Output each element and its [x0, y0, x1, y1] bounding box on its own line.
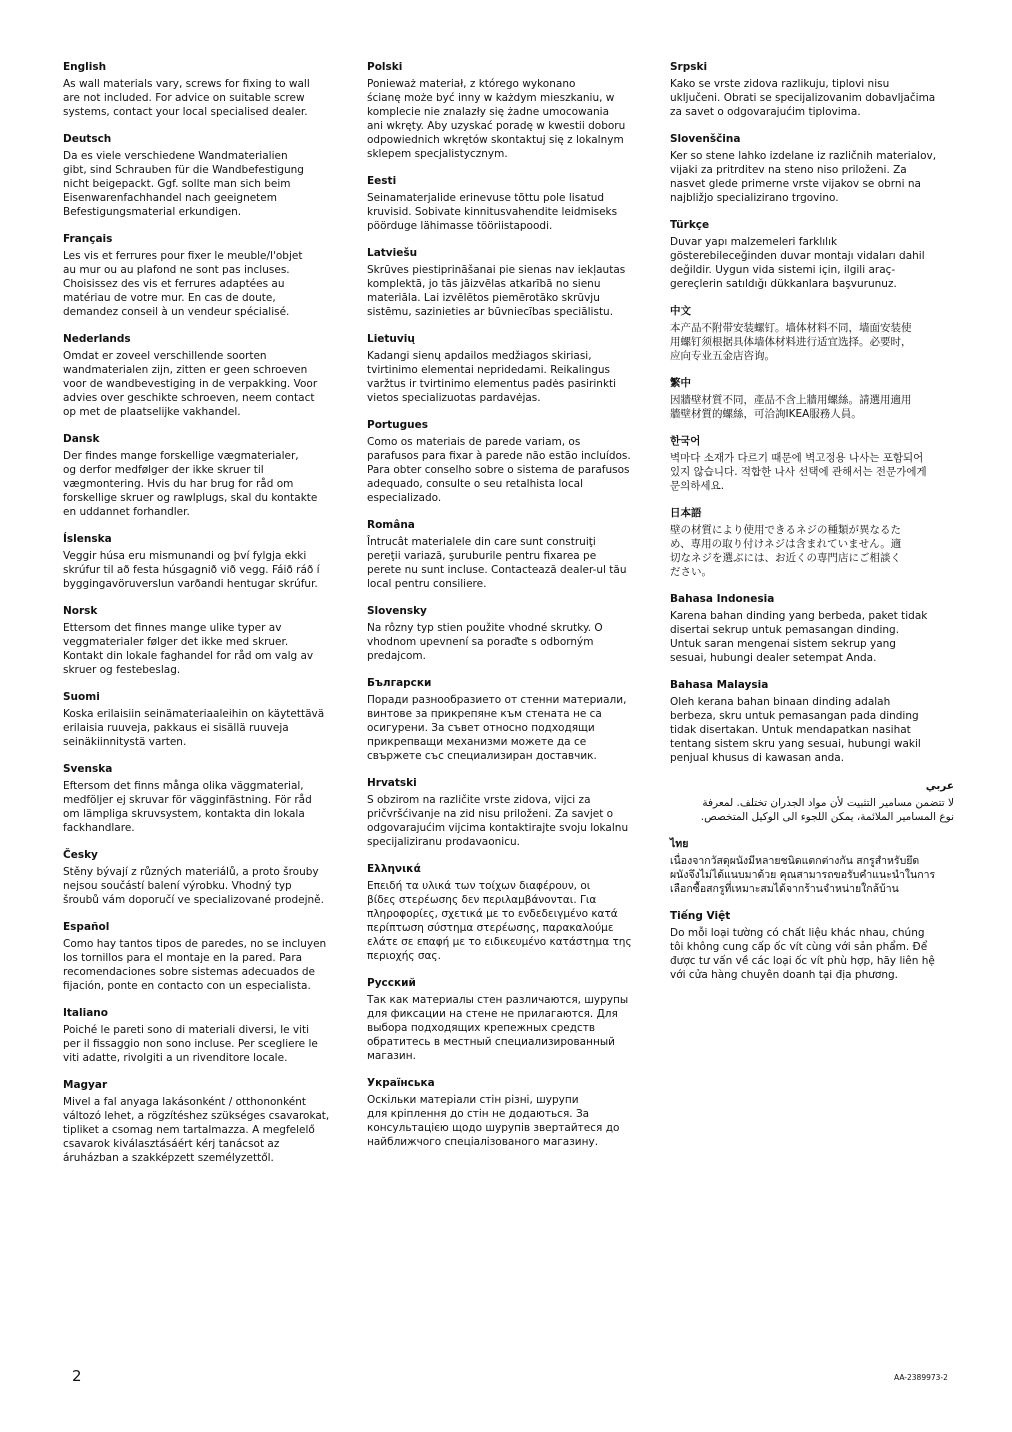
language-section — [367, 676, 649, 763]
language-section — [670, 60, 954, 119]
language-section — [670, 304, 954, 363]
language-text: Stěny bývají z různých materiálů, a proto šrouby nejsou součástí balení výrobku. Vhodný typ šroubů vám doporučí ve specializované prodejně. — [63, 866, 324, 906]
language-text: Skrūves piestiprināšanai pie sienas nav iekļautas komplektā, jo tās jāizvēlas atkarībā no sienu materiāla. Lai izvēlētos piemērotāko skrūvju sistēmu, sazinieties ar būvniecības speciālistu. — [367, 264, 626, 318]
language-text: As wall materials vary, screws for fixing to wall are not included. For advice on suitable screw systems, contact your local specialised dealer. — [63, 78, 310, 118]
language-section — [367, 174, 649, 233]
document-id: AA-2389973-2 — [894, 1373, 948, 1382]
language-text: Veggir húsa eru mismunandi og því fylgja ekki skrúfur til að festa húsgagnið við vegg. Fáið ráð í byggingavöruverslun varðandi hentugar skrúfur. — [63, 550, 320, 590]
language-text: Ker so stene lahko izdelane iz različnih materialov, vijaki za pritrditev na steno niso priloženi. Za nasvet glede primerne vrste vijakov se obrni na najbližjo specializirano trgovino. — [670, 150, 937, 204]
language-text: Seinamaterjalide erinevuse tõttu pole lisatud kruvisid. Sobivate kinnitusvahendite leidmiseks pöörduge lähimasse tööriistapoodi. — [367, 192, 618, 232]
language-text: Оскільки матеріали стін різні, шурупи для кріплення до стін не додаються. За консультацією щодо шурупів звертайтеся до найближчого спеціалізованого магазину. — [367, 1094, 620, 1148]
language-text: Omdat er zoveel verschillende soorten wandmaterialen zijn, zitten er geen schroeven voor de wandbevestiging in de verpakking. Voor advies over geschikte schroeven, neem contact op met de plaatselijke vakhandel. — [63, 350, 318, 418]
language-section — [63, 132, 345, 219]
language-text: Do mỗi loại tường có chất liệu khác nhau, chúng tôi không cung cấp ốc vít cùng với sản phẩm. Để được tư vấn về các loại ốc vít phù hợp, hãy liên hệ với cửa hàng chuyên doanh tại địa phương. — [670, 927, 935, 981]
language-text: Da es viele verschiedene Wandmaterialien gibt, sind Schrauben für die Wandbefestigung nicht beigepackt. Ggf. sollte man sich beim Eisenwarenfachhandel nach geeignetem Befestigungsmaterial erkundigen. — [63, 150, 304, 218]
language-section — [63, 920, 345, 993]
language-text: Kadangi sienų apdailos medžiagos skiriasi, tvirtinimo elementai nepridedami. Reikalingus varžtus ir tvirtinimo elementus padės pasirinkti vietos specializuotas pardavėjas. — [367, 350, 617, 404]
language-text: Поради разнообразието от стенни материали, винтове за прикрепяне към стената не са осигурени. За съвет относно подходящи прикрепващи механизми можете да се свържете със специализиран доставчик. — [367, 694, 627, 762]
language-heading: Ελληνικά — [367, 863, 421, 875]
language-text: Poiché le pareti sono di materiali diversi, le viti per il fissaggio non sono incluse. Per scegliere le viti adatte, rivolgiti a un rivenditore locale. — [63, 1024, 318, 1064]
language-section — [63, 432, 345, 519]
language-heading: Slovenščina — [670, 133, 741, 145]
page-number: 2 — [72, 1367, 82, 1385]
language-section — [670, 779, 954, 824]
language-section — [63, 232, 345, 319]
language-heading: Suomi — [63, 691, 100, 703]
language-heading: Deutsch — [63, 133, 112, 145]
language-section — [670, 376, 954, 421]
language-heading: Italiano — [63, 1007, 108, 1019]
language-text: Oleh kerana bahan binaan dinding adalah berbeza, skru untuk pemasangan pada dinding tidak disertakan. Untuk mendapatkan nasihat tentang sistem skru yang sesuai, hubungi wakil penjual khusus di kawasan anda. — [670, 696, 921, 764]
language-section — [63, 332, 345, 419]
column-3 — [670, 60, 954, 995]
language-heading: 日本語 — [670, 507, 702, 519]
language-section — [670, 592, 954, 665]
language-section — [63, 690, 345, 749]
language-heading: Româna — [367, 519, 415, 531]
language-section — [367, 332, 649, 405]
language-heading: Bahasa Indonesia — [670, 593, 775, 605]
language-section — [367, 604, 649, 663]
language-heading: Česky — [63, 849, 98, 861]
language-section — [367, 60, 649, 161]
language-section — [670, 837, 954, 896]
language-section — [63, 848, 345, 907]
language-heading: Türkçe — [670, 219, 710, 231]
language-heading: Español — [63, 921, 110, 933]
language-section — [367, 776, 649, 849]
language-section — [63, 60, 345, 119]
language-text: Так как материалы стен различаются, шурупы для фиксации на стене не прилагаются. Для выбора подходящих крепежных средств обратитесь в местный специализированный магазин. — [367, 994, 629, 1062]
language-heading: Íslenska — [63, 533, 112, 545]
language-section — [367, 518, 649, 591]
language-heading: Français — [63, 233, 113, 245]
language-text: เนื่องจากวัสดุผนังมีหลายชนิดแตกต่างกัน สกรูสำหรับยึด ผนังจึงไม่ได้แนบมาด้วย คุณสามารถขอรับคำแนะนำในการ เลือกซื้อสกรูที่เหมาะสมได้จากร้านจำหน่ายใกล้บ้าน — [670, 855, 936, 895]
column-1 — [63, 60, 345, 1178]
language-text: Eftersom det finns många olika väggmaterial, medföljer ej skruvar för vägginfästning. För råd om lämpliga skruvsystem, kontakta din lokala fackhandlare. — [63, 780, 312, 834]
language-heading: 中文 — [670, 305, 691, 317]
language-section — [670, 678, 954, 765]
language-heading: English — [63, 61, 107, 73]
language-section — [670, 132, 954, 205]
language-section — [670, 506, 954, 579]
language-text: Ponieważ materiał, z którego wykonano ścianę może być inny w każdym mieszkaniu, w komplecie nie znalazły się żadne umocowania ani wkręty. Aby uzyskać poradę w kwestii doboru odpowiednich wkrętów skontaktuj się z lokalnym sklepem specjalistycznym. — [367, 78, 626, 160]
language-section — [367, 976, 649, 1063]
language-heading: عربي — [925, 780, 954, 792]
language-section — [670, 218, 954, 291]
language-heading: ไทย — [670, 838, 689, 850]
language-section — [63, 532, 345, 591]
column-2 — [367, 60, 649, 1162]
language-text: Επειδή τα υλικά των τοίχων διαφέρουν, οι βίδες στερέωσης δεν περιλαμβάνονται. Για πληροφορίες, σχετικά με το ενδεδειγμένο κατά περίπτωση σύστημα στερέωσης, παρακαλούμε ελάτε σε επαφή με το ειδικευμένο κατάστημα της περιοχής σας. — [367, 880, 632, 962]
language-section — [670, 909, 954, 982]
language-text: Duvar yapı malzemeleri farklılık gösterebileceğinden duvar montajı vidaları dahil değildir. Uygun vida sistemi için, ilgili araç- gereçlerin satıldığı dükkanlara başvurunuz. — [670, 236, 925, 290]
language-section — [63, 762, 345, 835]
language-heading: Portugues — [367, 419, 428, 431]
language-heading: Lietuvių — [367, 333, 415, 345]
language-heading: Srpski — [670, 61, 708, 73]
language-text: Kako se vrste zidova razlikuju, tiplovi nisu uključeni. Obrati se specijalizovanim dobavljačima za savet o odgovarajućim tiplovima. — [670, 78, 936, 118]
language-heading: Svenska — [63, 763, 113, 775]
language-text: Como os materiais de parede variam, os parafusos para fixar à parede não estão incluídos. Para obter conselho sobre o sistema de parafusos adequado, consulte o seu retalhista local especializado. — [367, 436, 631, 504]
language-heading: Dansk — [63, 433, 100, 445]
language-heading: Eesti — [367, 175, 397, 187]
language-text: 因牆壁材質不同，產品不含上牆用螺絲。請選用適用 牆壁材質的螺絲，可洽詢IKEA服務人員。 — [670, 394, 912, 420]
language-text: Koska erilaisiin seinämateriaaleihin on käytettävä erilaisia ruuveja, pakkaus ei sisällä ruuveja seinäkiinnitystä varten. — [63, 708, 325, 748]
language-section — [63, 1078, 345, 1165]
language-heading: Bahasa Malaysia — [670, 679, 769, 691]
language-section — [63, 604, 345, 677]
language-heading: Українська — [367, 1077, 435, 1089]
language-heading: 繁中 — [670, 377, 691, 389]
language-text: Mivel a fal anyaga lakásonként / otthononként változó lehet, a rögzítéshez szükséges csavarokat, tipliket a csomag nem tartalmazza. A megfelelő csavarok kiválasztásáért kérj tanácsot az áruházban a szakképzett személyzettől. — [63, 1096, 330, 1164]
language-heading: Polski — [367, 61, 403, 73]
language-heading: Magyar — [63, 1079, 108, 1091]
language-text: Karena bahan dinding yang berbeda, paket tidak disertai sekrup untuk pemasangan dinding. Untuk saran mengenai sistem sekrup yang sesuai, hubungi dealer setempat Anda. — [670, 610, 928, 664]
language-section — [367, 1076, 649, 1149]
language-text: 本产品不附带安装螺钉。墙体材料不同，墙面安装使 用螺钉须根据具体墙体材料进行适宜选择。必要时， 应向专业五金店咨询。 — [670, 322, 912, 362]
language-heading: 한국어 — [670, 435, 701, 447]
language-section — [367, 246, 649, 319]
language-text: Der findes mange forskellige vægmaterialer, og derfor medfølger der ikke skruer til vægmontering. Hvis du har brug for råd om forskellige skruer og rawlplugs, skal du kontakte en uddannet forhandler. — [63, 450, 318, 518]
language-heading: Norsk — [63, 605, 98, 617]
language-text: Como hay tantos tipos de paredes, no se incluyen los tornillos para el montaje en la pared. Para recomendaciones sobre sistemas adecuados de fijación, ponte en contacto con un especialista. — [63, 938, 327, 992]
language-heading: Slovensky — [367, 605, 427, 617]
language-text: 벽마다 소재가 다르기 때문에 벽고정용 나사는 포함되어 있지 않습니다. 적합한 나사 선택에 관해서는 전문가에게 문의하세요. — [670, 452, 927, 492]
language-text: Întrucât materialele din care sunt construiţi pereţii variază, şuruburile pentru fixarea pe perete nu sunt incluse. Contactează dealer-ul tău local pentru consiliere. — [367, 536, 627, 590]
language-text: 壁の材質により使用できるネジの種類が異なるた め、専用の取り付けネジは含まれていません。適 切なネジを選ぶには、お近くの専門店にご相談く ださい。 — [670, 524, 902, 578]
language-heading: Hrvatski — [367, 777, 417, 789]
language-heading: Nederlands — [63, 333, 131, 345]
language-text: Na rôzny typ stien použite vhodné skrutky. O vhodnom upevnení sa poraďte s odborným predajcom. — [367, 622, 603, 662]
language-text: Ettersom det finnes mange ulike typer av veggmaterialer følger det ikke med skruer. Kontakt din lokale faghandel for råd om valg av skruer og festebeslag. — [63, 622, 314, 676]
language-section — [367, 418, 649, 505]
language-heading: Български — [367, 677, 432, 689]
language-section — [63, 1006, 345, 1065]
language-text: S obzirom na različite vrste zidova, vijci za pričvršćivanje na zid nisu priloženi. Za savjet o odgovarajućim vijcima kontaktirajte svoju lokalnu specijaliziranu prodavaonicu. — [367, 794, 629, 848]
language-text: لا تتضمن مسامير التثبيت لأن مواد الجدران تختلف. لمعرفة نوع المسامير الملائمة، يمكن اللجوء الى الوكيل المتخصص. — [700, 797, 954, 823]
language-section — [670, 434, 954, 493]
language-heading: Русский — [367, 977, 416, 989]
language-heading: Latviešu — [367, 247, 418, 259]
language-text: Les vis et ferrures pour fixer le meuble/l'objet au mur ou au plafond ne sont pas incluses. Choisissez des vis et ferrures adaptées au matériau de votre mur. En cas de doute, demandez conseil à un vendeur spécialisé. — [63, 250, 303, 318]
language-heading: Tiếng Việt — [670, 910, 731, 922]
language-section — [367, 862, 649, 963]
